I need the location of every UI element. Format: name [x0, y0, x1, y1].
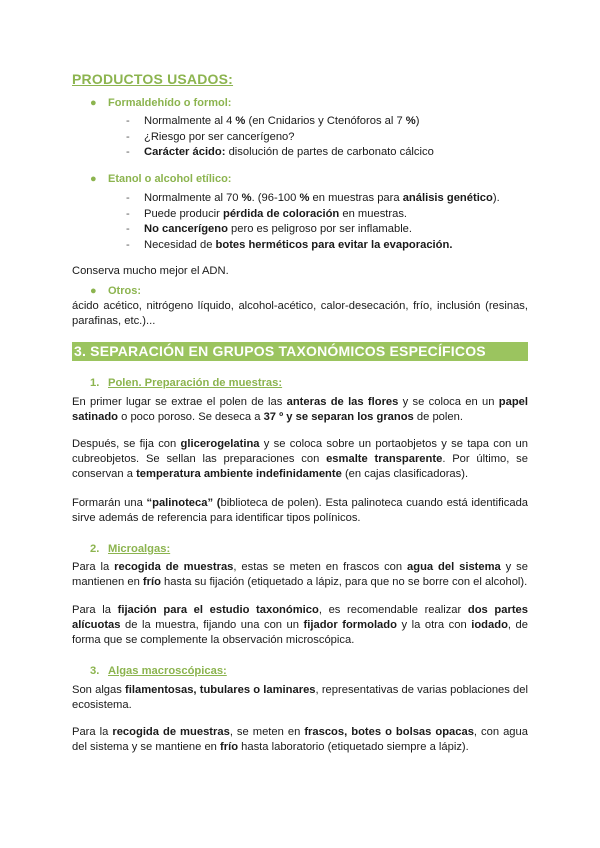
subheading-polen: 1. Polen. Preparación de muestras:: [90, 377, 283, 389]
subheading-microalgas: 2. Microalgas:: [90, 543, 171, 555]
etanol-list: [126, 191, 500, 253]
section-title: 3. SEPARACIÓN EN GRUPOS TAXONÓMICOS ESPECÍFICOS: [74, 343, 486, 359]
list-item: - No cancerígeno pero es peligroso por ser inflamable.: [126, 222, 500, 238]
list-item: - Puede producir pérdida de coloración en muestras.: [126, 207, 500, 223]
subheading-algas: 3. Algas macroscópicas:: [90, 665, 227, 677]
paragraph: Formarán una “palinoteca” (biblioteca de polen). Esta palinoteca cuando está identificada sirve además de referencia para identificar tipos polínicos.: [72, 497, 529, 524]
conserva-text: Conserva mucho mejor el ADN.: [72, 265, 229, 277]
paragraph: Son algas filamentosas, tubulares o laminares, representativas de varias poblaciones del ecosistema.: [72, 684, 528, 711]
list-item: - Necesidad de botes herméticos para evitar la evaporación.: [126, 238, 500, 254]
section-header-bar: [72, 342, 528, 361]
formol-list: [126, 114, 434, 161]
paragraph: Para la fijación para el estudio taxonómico, es recomendable realizar dos partes alícuotas de la muestra, fijando una con un fijador formolado y la otra con iodado, de forma que se complemente la observación microscópica.: [72, 604, 528, 646]
bullet-dot-icon: ●: [90, 97, 97, 109]
paragraph: En primer lugar se extrae el polen de las anteras de las flores y se coloca en un papel satinado o poco poroso. Se deseca a 37 º y se separan los granos de polen.: [72, 396, 528, 423]
bullet-otros-heading: ● Otros:: [90, 285, 141, 297]
bullet-dot-icon: ●: [90, 173, 97, 185]
otros-text: ácido acético, nitrógeno líquido, alcohol-acético, calor-desecación, frío, inclusión (resinas, parafinas, etc.)...: [72, 300, 528, 327]
list-item: - ¿Riesgo por ser cancerígeno?: [126, 130, 434, 146]
list-item: - Normalmente al 70 %. (96-100 % en muestras para análisis genético).: [126, 191, 500, 207]
bullet-formol-heading: ● Formaldehído o formol:: [90, 97, 232, 109]
page-title: PRODUCTOS USADOS:: [72, 71, 234, 87]
paragraph: Para la recogida de muestras, se meten en frascos, botes o bolsas opacas, con agua del sistema y se mantiene en frío hasta laboratorio (etiquetado siempre a lápiz).: [72, 726, 528, 753]
list-item: - Normalmente al 4 % (en Cnidarios y Ctenóforos al 7 %): [126, 114, 434, 130]
paragraph: Para la recogida de muestras, estas se meten en frascos con agua del sistema y se mantienen en frío hasta su fijación (etiquetado a lápiz, para que no se borre con el alcohol).: [72, 561, 528, 588]
paragraph: Después, se fija con glicerogelatina y se coloca sobre un portaobjetos y se tapa con un cubreobjetos. Se sellan las preparaciones con esmalte transparente. Por último, se conservan a temperatura ambiente indefinidamente (en cajas clasificadoras).: [72, 438, 529, 480]
list-item: - Carácter ácido: disolución de partes de carbonato cálcico: [126, 145, 434, 161]
bullet-etanol-heading: ● Etanol o alcohol etílico:: [90, 173, 232, 185]
bullet-dot-icon: ●: [90, 285, 97, 297]
